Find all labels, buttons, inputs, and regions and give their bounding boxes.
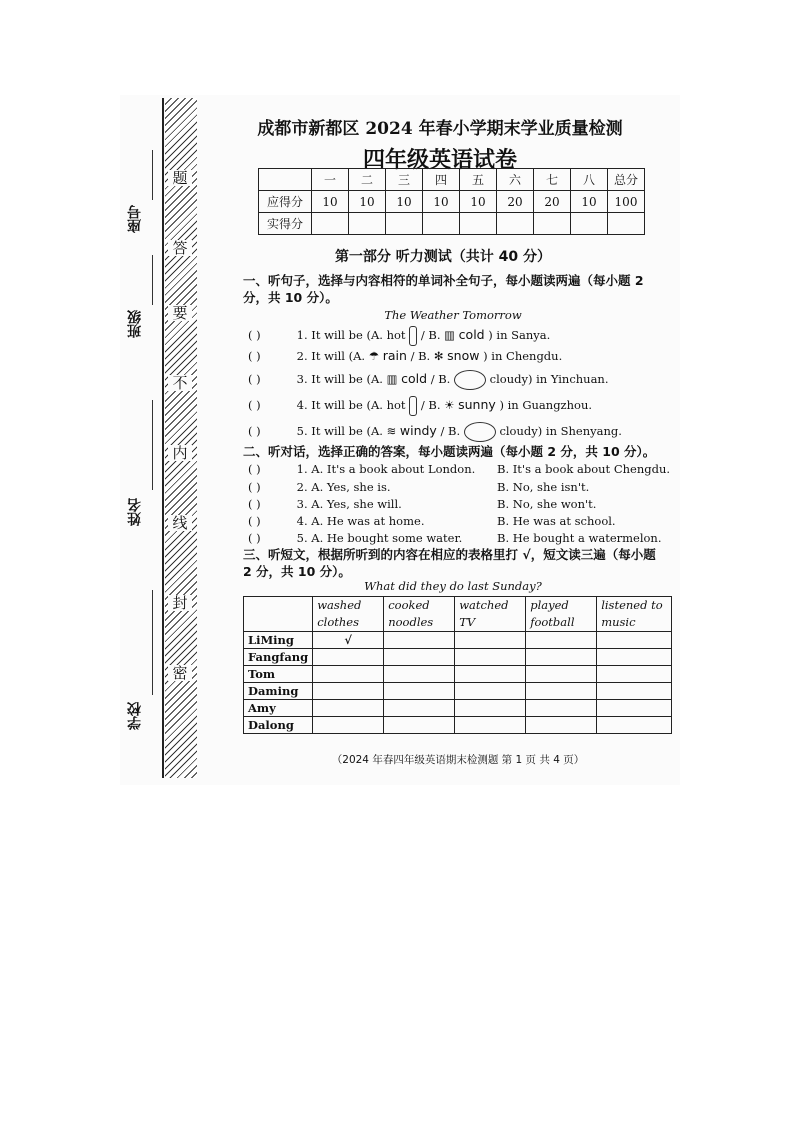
grid-cell[interactable] [384, 632, 455, 649]
option-a: 2. A. Yes, she is. [296, 480, 391, 494]
answer-grid [243, 596, 672, 734]
grid-row-name: Daming [244, 683, 313, 700]
cold-icon: ▥ [444, 328, 456, 342]
score-cell: 20 [534, 191, 571, 213]
weather-word: sunny [458, 397, 496, 412]
score-cell: 10 [386, 191, 423, 213]
question-item [248, 422, 622, 442]
answer-blank[interactable]: ( ) [248, 424, 261, 438]
score-table [258, 168, 645, 235]
grid-cell[interactable] [526, 700, 597, 717]
check-mark: √ [313, 632, 384, 649]
grid-row-name: LiMing [244, 632, 313, 649]
binding-label: 答 [168, 240, 192, 256]
grid-cell[interactable] [384, 666, 455, 683]
grid-col-header: played football [526, 597, 597, 632]
cloud-icon [464, 422, 496, 442]
question-item [248, 462, 475, 476]
score-col-header: 三 [386, 169, 423, 191]
question-stem: 1. It will be [296, 328, 363, 342]
grid-col-header: washed clothes [313, 597, 384, 632]
option-b: / B. [430, 372, 451, 386]
score-entry-cell[interactable] [534, 213, 571, 235]
question-stem: 2. It will [296, 349, 345, 363]
option-b: / B. [420, 328, 441, 342]
question-stem: 4. It will be [296, 398, 363, 412]
grid-cell[interactable] [526, 649, 597, 666]
answer-blank[interactable]: ( ) [248, 372, 261, 386]
answer-blank[interactable]: ( ) [248, 531, 261, 545]
score-col-header: 七 [534, 169, 571, 191]
option-a: 3. A. Yes, she will. [296, 497, 402, 511]
grid-cell[interactable] [597, 666, 672, 683]
wind-icon: ≋ [386, 424, 397, 438]
part-title: 第一部分 听力测试（共计 40 分） [334, 249, 552, 265]
class-label: 班级 [127, 310, 143, 338]
section-3-instruction: 三、听短文，根据所听到的内容在相应的表格里打 √，短文读三遍（每小题 2 分，共 10 分）。 [243, 547, 656, 579]
answer-blank[interactable]: ( ) [248, 349, 261, 363]
cloud-icon [454, 370, 486, 390]
option-b: / B. [420, 398, 441, 412]
question-tail: ) in Chengdu. [483, 349, 563, 363]
score-col-header: 六 [497, 169, 534, 191]
weather-word: windy [399, 423, 437, 438]
grid-cell[interactable] [313, 700, 384, 717]
option-b: B. It's a book about Chengdu. [497, 462, 671, 476]
score-cell: 10 [423, 191, 460, 213]
grid-cell[interactable] [455, 632, 526, 649]
question-tail: ) in Sanya. [488, 328, 551, 342]
table-row [244, 666, 672, 683]
score-entry-cell[interactable] [312, 213, 349, 235]
grid-cell[interactable] [313, 649, 384, 666]
binding-label: 内 [168, 445, 192, 461]
sun-icon: ☀ [444, 398, 455, 412]
weather-word: cold [401, 371, 428, 386]
question-tail: cloudy) in Yinchuan. [489, 372, 609, 386]
grid-cell[interactable] [313, 717, 384, 734]
option-a: 1. A. It's a book about London. [296, 462, 476, 476]
option-b: B. No, she isn't. [497, 480, 590, 494]
score-entry-cell[interactable] [386, 213, 423, 235]
score-entry-cell[interactable] [608, 213, 645, 235]
grid-cell[interactable] [526, 683, 597, 700]
question-item [248, 480, 391, 494]
grid-row-name: Tom [244, 666, 313, 683]
grid-cell[interactable] [597, 649, 672, 666]
grid-col-header: cooked noodles [384, 597, 455, 632]
question-item [248, 348, 562, 363]
answer-blank[interactable]: ( ) [248, 398, 261, 412]
answer-blank[interactable]: ( ) [248, 480, 261, 494]
grid-corner [244, 597, 313, 632]
question-tail: cloudy) in Shenyang. [499, 424, 622, 438]
score-row-label: 实得分 [259, 213, 312, 235]
grid-cell[interactable] [526, 632, 597, 649]
binding-label: 不 [168, 375, 192, 391]
score-cell: 10 [312, 191, 349, 213]
grid-cell[interactable] [597, 632, 672, 649]
binding-border [162, 98, 164, 778]
score-cell: 100 [608, 191, 645, 213]
score-cell: 10 [571, 191, 608, 213]
option-a: (A. hot [366, 398, 406, 412]
thermometer-icon [409, 396, 417, 416]
option-b: B. He was at school. [497, 514, 616, 528]
binding-label: 线 [168, 515, 192, 531]
answer-blank[interactable]: ( ) [248, 497, 261, 511]
grid-cell[interactable] [384, 649, 455, 666]
name-label: 姓名 [127, 498, 143, 526]
thermometer-icon [409, 326, 417, 346]
option-b: / B. [410, 349, 431, 363]
question-tail: ) in Guangzhou. [499, 398, 593, 412]
option-a: (A. [348, 349, 366, 363]
grid-cell[interactable] [597, 717, 672, 734]
weather-word: rain [382, 348, 407, 363]
question-item [248, 514, 424, 528]
table-row [244, 717, 672, 734]
score-row-label: 应得分 [259, 191, 312, 213]
grid-col-header: listened to music [597, 597, 672, 632]
table-row [244, 632, 672, 649]
binding-label: 题 [168, 170, 192, 186]
table-row [244, 700, 672, 717]
score-entry-cell[interactable] [349, 213, 386, 235]
score-cell: 20 [497, 191, 534, 213]
question-stem: 3. It will be [296, 372, 363, 386]
score-col-header: 一 [312, 169, 349, 191]
option-a: 4. A. He was at home. [296, 514, 425, 528]
answer-blank[interactable]: ( ) [248, 328, 261, 342]
section-1-instruction: 一、听句子，选择与内容相符的单词补全句子，每小题读两遍（每小题 2 分，共 10 分）。 [243, 273, 644, 305]
grid-cell[interactable] [313, 683, 384, 700]
score-entry-cell[interactable] [497, 213, 534, 235]
score-entry-cell[interactable] [571, 213, 608, 235]
score-entry-cell[interactable] [460, 213, 497, 235]
name-line[interactable] [152, 400, 153, 490]
school-label: 学校 [127, 702, 143, 730]
option-b: B. He bought a watermelon. [497, 531, 662, 545]
grid-row-name: Dalong [244, 717, 313, 734]
grid-cell[interactable] [455, 666, 526, 683]
exam-subtitle: 四年级英语试卷 [362, 148, 517, 173]
question-item [248, 370, 609, 390]
grid-cell[interactable] [455, 700, 526, 717]
grid-cell[interactable] [384, 700, 455, 717]
binding-label: 封 [168, 595, 192, 611]
table-row [244, 649, 672, 666]
binding-label: 要 [168, 305, 192, 321]
class-line[interactable] [152, 255, 153, 305]
seat-number-line[interactable] [152, 150, 153, 200]
binding-label: 密 [168, 665, 192, 681]
answer-blank[interactable]: ( ) [248, 462, 261, 476]
score-cell: 10 [349, 191, 386, 213]
score-col-header: 八 [571, 169, 608, 191]
grid-cell[interactable] [526, 717, 597, 734]
grid-cell[interactable] [455, 717, 526, 734]
weather-word: cold [458, 327, 485, 342]
rain-icon: ☂ [368, 349, 380, 363]
option-b: B. No, she won't. [497, 497, 597, 511]
option-a: (A. [366, 372, 383, 386]
section-1-caption: The Weather Tomorrow [384, 308, 522, 322]
seat-number-label: 座号 [127, 205, 143, 233]
score-col-header: 五 [460, 169, 497, 191]
option-a: (A. hot [366, 328, 406, 342]
grid-cell[interactable] [455, 649, 526, 666]
question-item [248, 396, 592, 416]
grid-cell[interactable] [384, 683, 455, 700]
grid-col-header: watched TV [455, 597, 526, 632]
section-2-instruction: 二、听对话，选择正确的答案，每小题读两遍（每小题 2 分，共 10 分）。 [243, 444, 656, 459]
score-col-header: 总分 [608, 169, 645, 191]
snow-icon: ✻ [433, 349, 444, 363]
score-col-header: 二 [349, 169, 386, 191]
score-entry-cell[interactable] [423, 213, 460, 235]
question-stem: 5. It will be [296, 424, 363, 438]
grid-cell[interactable] [526, 666, 597, 683]
table-row [244, 683, 672, 700]
answer-blank[interactable]: ( ) [248, 514, 261, 528]
cold-icon: ▥ [386, 372, 398, 386]
weather-word: snow [447, 348, 480, 363]
question-item [248, 531, 462, 545]
question-item [248, 497, 402, 511]
score-col-header: 四 [423, 169, 460, 191]
exam-title: 成都市新都区 2024 年春小学期末学业质量检测 [257, 119, 623, 139]
page-footer: （2024 年春四年级英语期末检测题 第 1 页 共 4 页） [331, 754, 585, 766]
question-item [248, 326, 550, 346]
option-a: 5. A. He bought some water. [296, 531, 463, 545]
grid-cell[interactable] [313, 666, 384, 683]
option-a: (A. [366, 424, 383, 438]
score-cell: 10 [460, 191, 497, 213]
grid-cell[interactable] [384, 717, 455, 734]
school-line[interactable] [152, 590, 153, 695]
option-b: / B. [440, 424, 461, 438]
section-3-caption: What did they do last Sunday? [364, 579, 542, 593]
grid-row-name: Fangfang [244, 649, 313, 666]
grid-cell[interactable] [597, 683, 672, 700]
score-table-corner [259, 169, 312, 191]
grid-row-name: Amy [244, 700, 313, 717]
grid-cell[interactable] [597, 700, 672, 717]
grid-cell[interactable] [455, 683, 526, 700]
